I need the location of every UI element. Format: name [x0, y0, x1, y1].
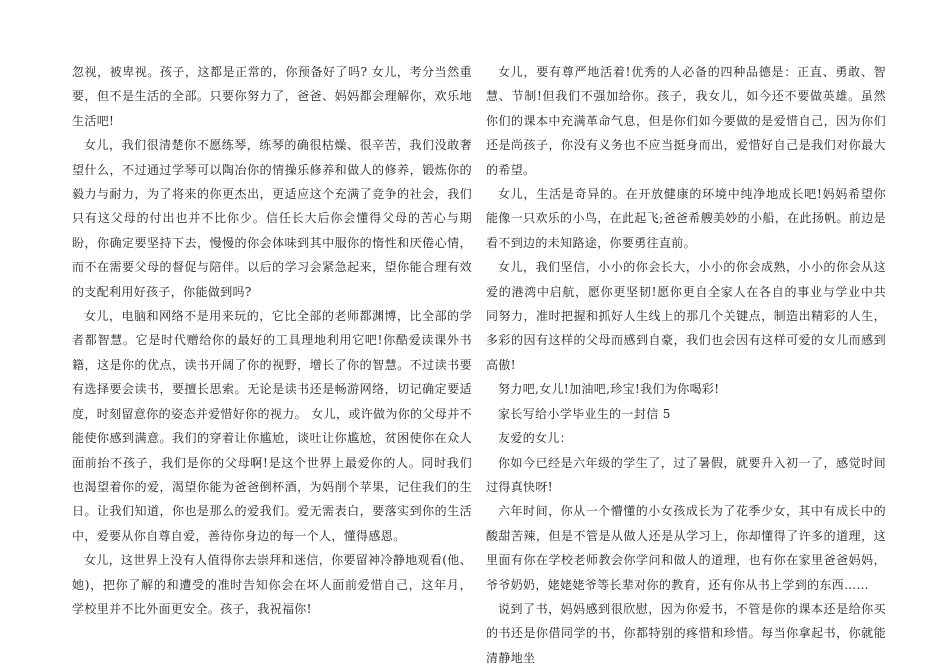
paragraph: 女儿，我们坚信，小小的你会长大，小小的你会成熟，小小的你会从这爱的港湾中启航，愿你更坚韧!愿你更自全家人在各自的事业与学业中共同努力，准时把握和抓好人生线上的那几个关键点，制造出精彩的人生，多彩的因有这样的父母而感到自豪，我们也会因有这样可爱的女儿而感到高傲!	[486, 260, 886, 372]
paragraph: 说到了书，妈妈感到很欣慰，因为你爱书，不管是你的课本还是给你买的书还是你借同学的书，你都特别的疼惜和珍惜。每当你拿起书，你就能清静地坐	[486, 601, 886, 665]
right-column	[486, 60, 886, 670]
paragraph: 你如今已经是六年级的学生了，过了暑假，就要升入初一了，感觉时间过得真快呀!	[486, 455, 886, 494]
section-heading: 家长写给小学毕业生的一封信 5	[498, 406, 671, 421]
paragraph: 女儿，电脑和网络不是用来玩的，它比全部的老师都渊博，比全部的学者都智慧。它是时代赠给你的最好的工具理地利用它吧!你酷爱读课外书籍，这是你的优点，读书开阔了你的视野，增长了你的智慧。不过读书要有选择要会读书，要擅长思索。无论是读书还是畅游网络，切记确定要适度，时刻留意你的姿态并爱惜好你的视力。 女儿，或许做为你的父母并不能使你感到满意。我们的穿着让你尴尬，谈吐让你尴尬，贫困使你在众人面前抬不孩子，我们是你的父母啊!是这个世界上最爱你的人。同时我们也渴望着你的爱，渴望你能为爸爸倒杯酒，为妈削个苹果，记住我们的生日。让我们知道，你也是那么的爱我们。爱无需表白，要落实到你的生活中，爱要从你自尊自爱，善待你身边的每一个人，懂得感恩。	[72, 309, 472, 543]
left-column	[72, 60, 472, 621]
salutation: 友爱的女儿：	[498, 431, 573, 446]
paragraph: 女儿，生活是奇异的。在开放健康的环境中纯净地成长吧!妈妈希望你能像一只欢乐的小鸟，在此起飞;爸爸希艘美妙的小船，在此扬帆。前边是看不到边的未知路途，你要勇往直前。	[486, 187, 886, 250]
paragraph: 女儿，我们很清楚你不愿练琴，练琴的确很枯燥、很辛苦，我们没敢奢望什么，不过通过学琴可以陶冶你的情操乐修养和做人的修养，锻炼你的毅力与耐力，为了将来的你更杰出，更适应这个充满了竞争的社会，我们只有这父母的付出也并不比你少。信任长大后你会懂得父母的苦心与期盼，你确定要坚持下去，慢慢的你会体味到其中服你的惰性和厌倦心情，而不在需要父母的督促与陪伴。以后的学习会紧急起来，望你能合理有效的支配利用好孩子，你能做到吗?	[72, 138, 472, 299]
paragraph: 忽视，被卑视。孩子，这都是正常的，你预备好了吗? 女儿，考分当然重要，但不是生活的全部。只要你努力了，爸爸、妈妈都会理解你，欢乐地生活吧!	[72, 65, 472, 128]
paragraph: 努力吧,女儿!加油吧,珍宝!我们为你喝彩!	[498, 382, 720, 397]
paragraph: 女儿，要有尊严地活着!优秀的人必备的四种品德是：正直、勇敢、智慧、节制!但我们不强加给你。孩子，我女儿，如今还不要做英雄。虽然你们的课本中充满革命气息，但是你们如今要做的是爱惜自己，因为你们还是尚孩子，你没有义务也不应当挺身而出，爱惜好自己是我们对你最大的希望。	[486, 65, 886, 177]
paragraph: 六年时间，你从一个懵懂的小女孩成长为了花季少女，其中有成长中的酸甜苦辣，但是不管是从做人还是从学习上，你却懂得了许多的道理，这里面有你在学校老师教会你学问和做人的道理，也有你在家里爸爸妈妈，爷爷奶奶，姥姥姥爷等长辈对你的教育，还有你从书上学到的东西……	[486, 504, 886, 592]
paragraph: 女儿，这世界上没有人值得你去崇拜和迷信，你要留神冷静地观看(他、她)，把你了解的和遭受的准时告知你会在坏人面前爱惜自己，这年月，学校里并不比外面更安全。孩子，我祝福你!	[72, 553, 472, 616]
